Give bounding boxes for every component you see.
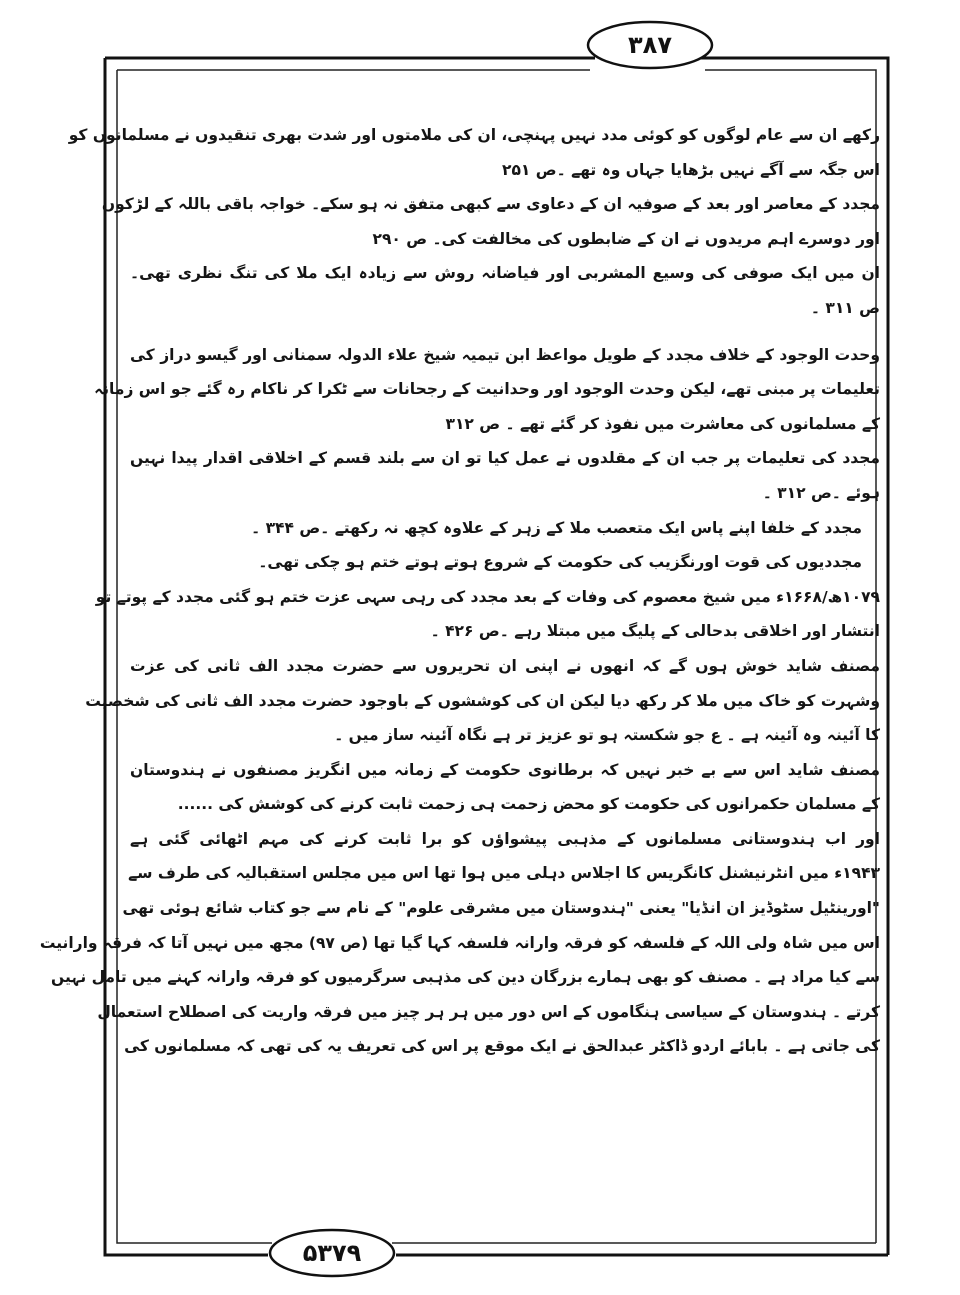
text-line: کا آئینہ وہ آئینہ ہے ۔ ع جو شکستہ ہو تو عزیز تر ہے نگاہ آئینہ ساز میں ۔ xyxy=(334,726,880,745)
text-line: ۱۰۷۹ھ/۱۶۶۸ء میں شیخ معصوم کی وفات کے بعد مجدد کی رہی سہی عزت ختم ہو گئی مجدد کے پوتے تو xyxy=(95,587,880,606)
text-line: ۱۹۴۳ء میں انٹرنیشنل کانگریس کا اجلاس دہلی میں ہوا تھا اس میں مجلس استقبالیہ کی طرف سے xyxy=(128,864,880,883)
text-line: اس جگہ سے آگے نہیں بڑھایا جہاں وہ تھے ۔ص ۲۵۱ xyxy=(502,160,880,179)
body-text xyxy=(39,118,880,1064)
text-line: وشہرت کو خاک میں ملا کر رکھ دیا لیکن ان کی کوششوں کے باوجود حضرت مجدد الف ثانی کی شخصیت xyxy=(85,691,880,710)
text-line: وحدت الوجود کے خلاف مجدد کے طویل مواعظ ابن تیمیہ شیخ علاء الدولہ سمنانی اور گیسو دراز کی xyxy=(130,345,880,364)
text-line: اس میں شاہ ولی اللہ کے فلسفہ کو فرقہ وارانہ فلسفہ کہا گیا تھا (ص ۹۷) مجھ میں نہیں آتا کہ فرقہ وارانیت xyxy=(39,933,880,952)
text-line: اور اب ہندوستانی مسلمانوں کے مذہبی پیشواؤں کو برا ثابت کرنے کی مہم اٹھائی گئی ہے xyxy=(130,829,880,848)
text-line: اور دوسرے اہم مریدوں نے ان کے ضابطوں کی مخالفت کی۔ ص ۲۹۰ xyxy=(372,229,880,248)
text-line: رکھے ان سے عام لوگوں کو کوئی مدد نہیں پہنچی، ان کی ملامتوں اور شدت بھری تنقیدوں نے مسلمانوں کو xyxy=(68,126,880,144)
text-line: ہوئے ۔ص ۳۱۲ ۔ xyxy=(762,483,880,502)
text-line: مجدد کی تعلیمات پر جب ان کے مقلدوں نے عمل کیا تو ان سے بلند قسم کے اخلاقی اقدار پیدا نہیں xyxy=(130,449,880,468)
text-line: مصنف شاید اس سے بے خبر نہیں کہ برطانوی حکومت کے زمانہ میں انگریز مصنفوں نے ہندوستان xyxy=(130,760,880,779)
text-line: مجدد کے خلفا اپنے پاس ایک متعصب ملا کے زہر کے علاوہ کچھ نہ رکھتے ۔ص ۳۴۴ ۔ xyxy=(251,518,862,537)
text-line: انتشار اور اخلاقی بدحالی کے پلیگ میں مبتلا رہے ۔ص ۴۲۶ ۔ xyxy=(430,622,880,641)
text-line: مصنف شاید خوش ہوں گے کہ انھوں نے اپنی ان تحریروں سے حضرت مجدد الف ثانی کی عزت xyxy=(130,656,880,675)
text-line: مجددیوں کی قوت اورنگزیب کی حکومت کے شروع ہوتے ہوتے ختم ہو چکی تھی۔ xyxy=(258,553,862,572)
text-line: "اورینٹیل سٹوڈیز ان انڈیا" یعنی "ہندوستان میں مشرقی علوم" کے نام سے جو کتاب شائع ہوئی تھی xyxy=(122,899,880,918)
footer-page-number: ۵۳۷۹ xyxy=(302,1239,362,1267)
text-line: سے کیا مراد ہے ۔ مصنف کو بھی ہمارے بزرگان دین کی مذہبی سرگرمیوں کو فرقہ وارانہ کہنے میں تامل نہیں xyxy=(51,968,880,987)
text-line: تعلیمات پر مبنی تھے، لیکن وحدت الوجود اور وحدانیت کے رجحانات سے ٹکرا کر ناکام رہ گئے جو اس زمانہ xyxy=(94,380,880,399)
text-line: کے مسلمان حکمرانوں کی حکومت کو محض زحمت ہی زحمت ثابت کرنے کی کوشش کی ...... xyxy=(177,795,880,814)
text-line: مجدد کے معاصر اور بعد کے صوفیہ ان کے دعاوی سے کبھی متفق نہ ہو سکے۔ خواجہ باقی باللہ کے لڑکوں xyxy=(101,195,880,214)
text-line: کی جاتی ہے ۔ بابائے اردو ڈاکٹر عبدالحق نے ایک موقع پر اس کی تعریف یہ کی تھی کہ مسلمانوں کی xyxy=(124,1037,880,1056)
text-line: کے مسلمانوں کی معاشرت میں نفوذ کر گئے تھے ۔ ص ۳۱۲ xyxy=(445,414,880,433)
text-line: ص ۳۱۱ ۔ xyxy=(810,298,880,317)
text-line: کرتے ۔ ہندوستان کے سیاسی ہنگاموں کے اس دور میں ہر ہر چیز میں فرقہ واریت کی اصطلاح استعمال xyxy=(97,1002,880,1021)
header-page-number: ۳۸۷ xyxy=(628,31,672,59)
text-line: ان میں ایک صوفی کی وسیع المشربی اور فیاضانہ روش سے زیادہ ایک ملا کی تنگ نظری تھی۔ xyxy=(130,264,880,283)
